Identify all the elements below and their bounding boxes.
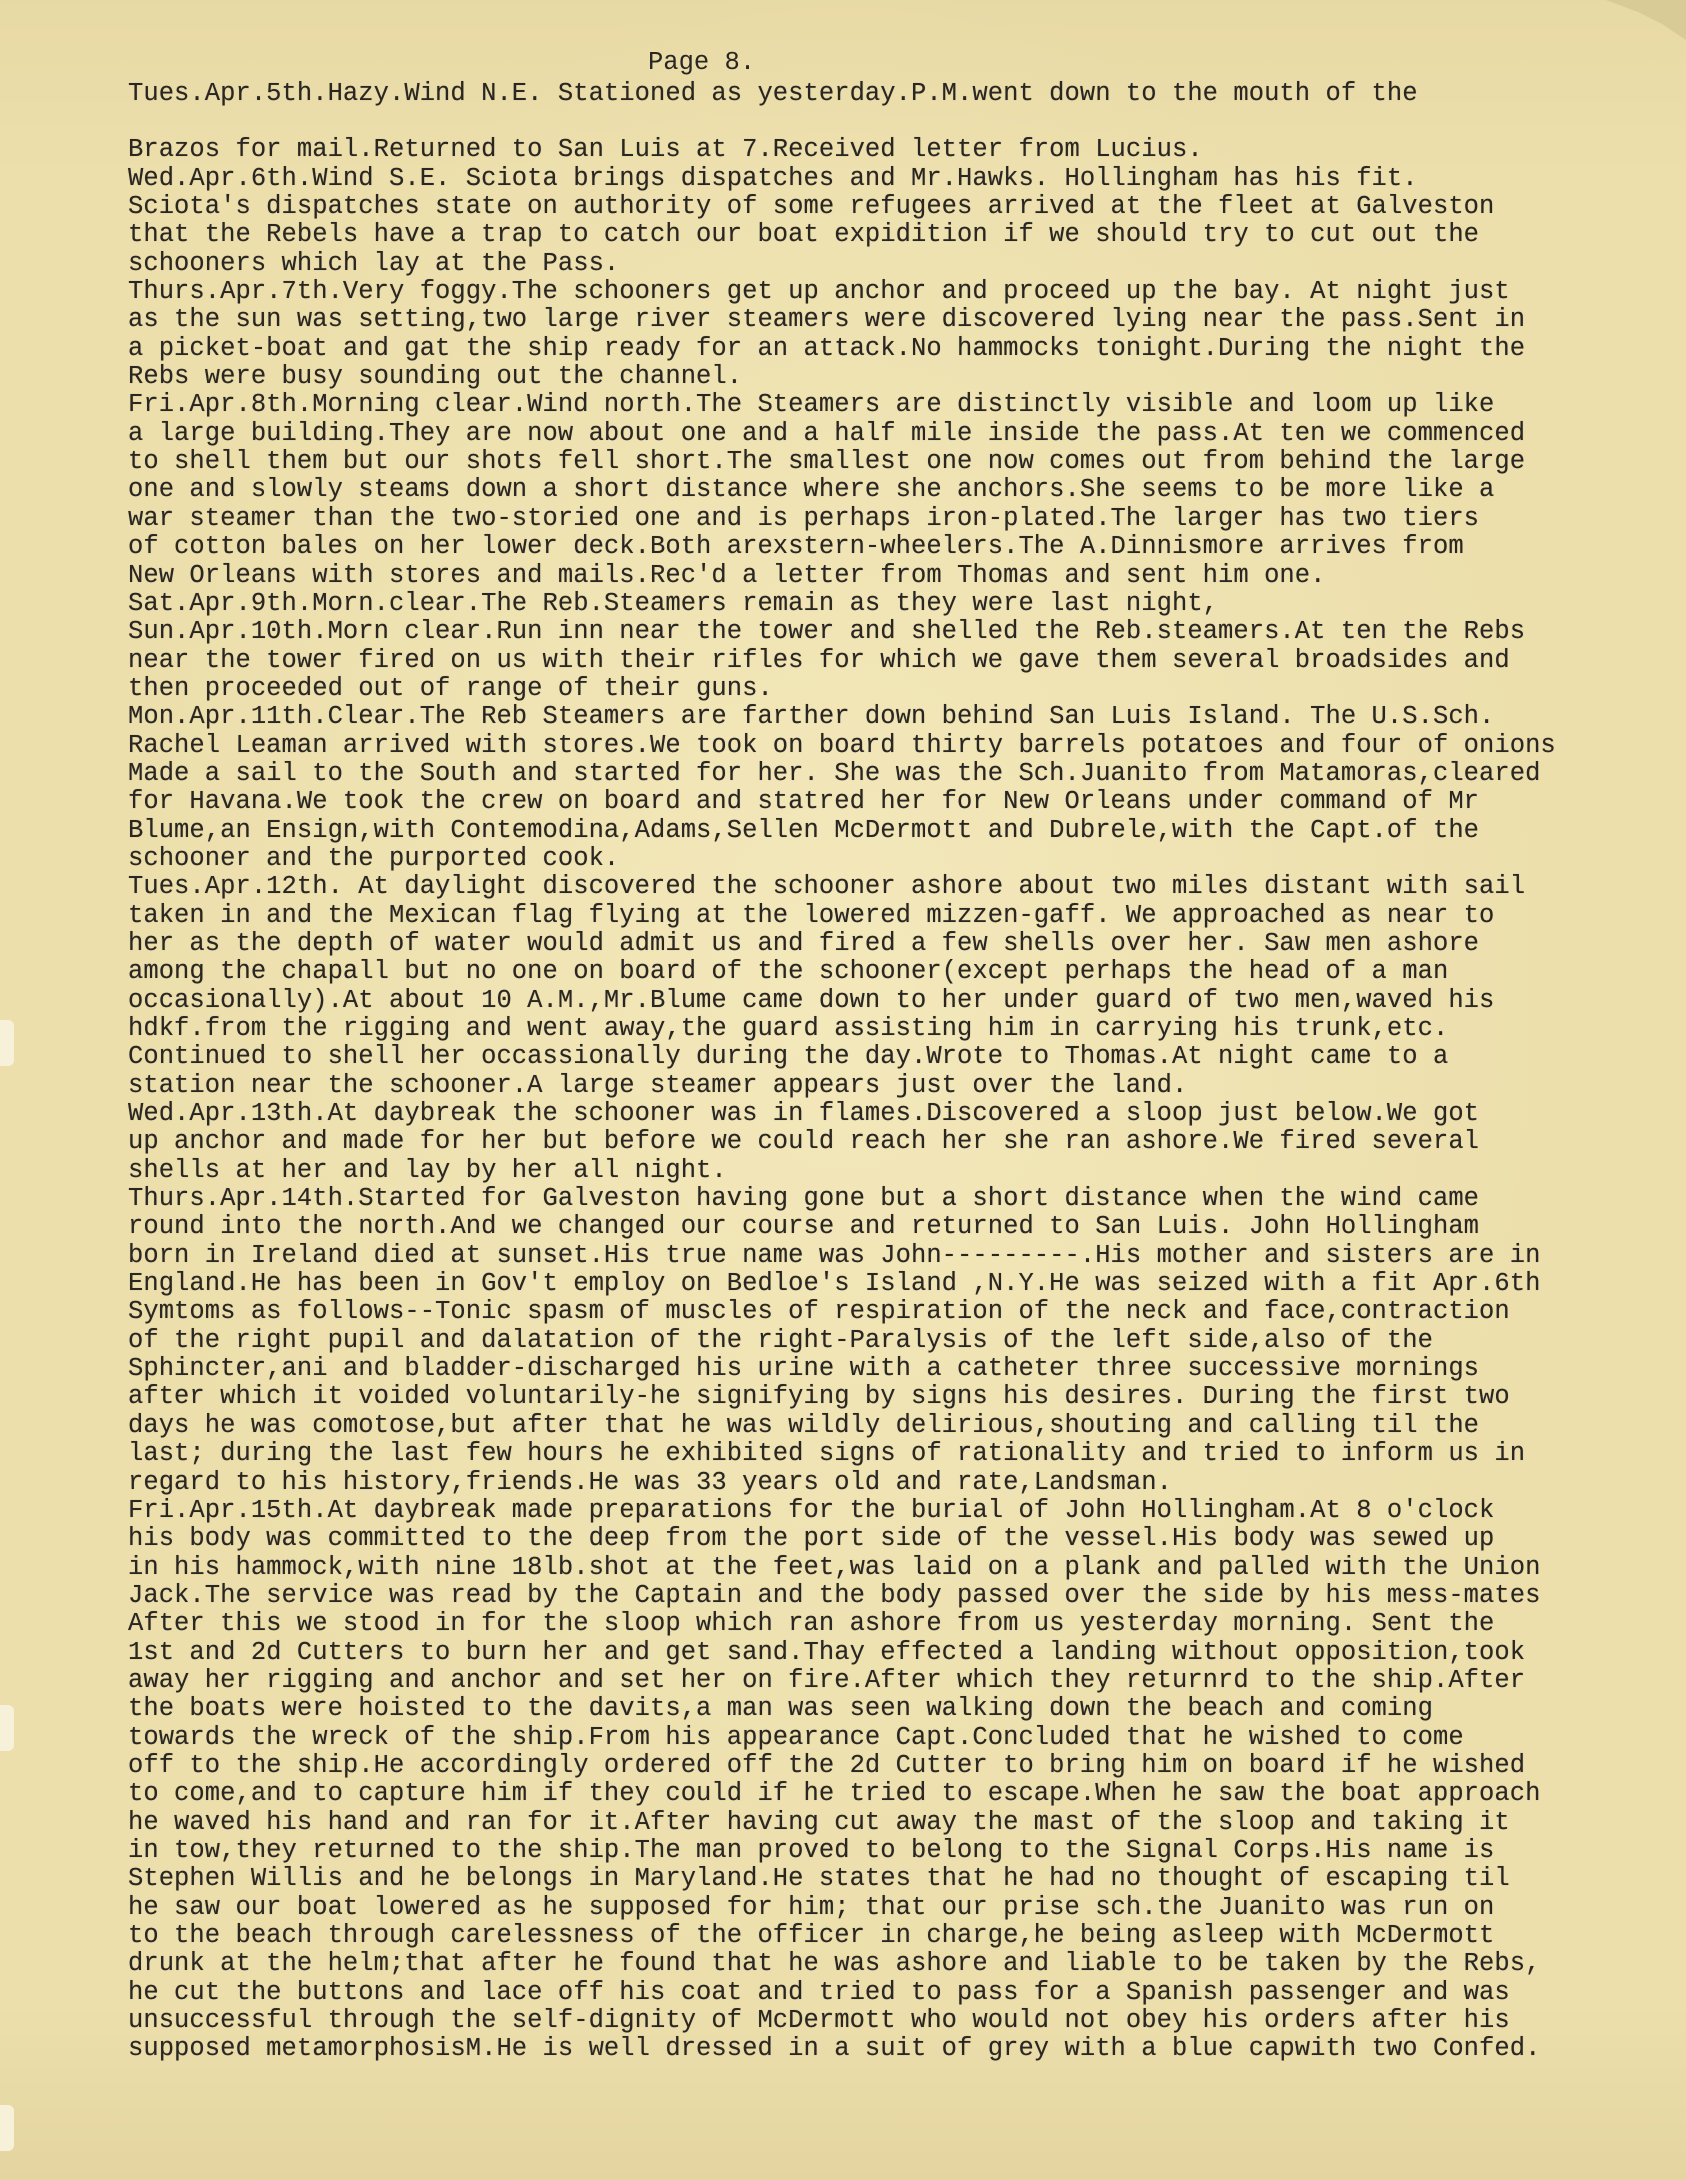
text-line: Sphincter,ani and bladder-discharged his urine with a catheter three successive mornings <box>128 1354 1480 1384</box>
torn-corner <box>1606 0 1686 40</box>
text-line: Mon.Apr.11th.Clear.The Reb Steamers are farther down behind San Luis Island. The U.S.Sch. <box>128 702 1495 732</box>
text-line: last; during the last few hours he exhibited signs of rationality and tried to inform us in <box>128 1439 1526 1469</box>
text-line: off to the ship.He accordingly ordered off the 2d Cutter to bring him on board if he wished <box>128 1750 1526 1780</box>
edge-tear <box>0 1705 14 1751</box>
text-line: then proceeded out of range of their guns. <box>128 673 773 703</box>
text-line: Wed.Apr.13th.At daybreak the schooner was in flames.Discovered a sloop just below.We got <box>128 1099 1480 1129</box>
text-line: England.He has been in Gov't employ on Bedloe's Island ,N.Y.He was seized with a fit Apr.6th <box>128 1269 1541 1299</box>
text-line: Blume,an Ensign,with Contemodina,Adams,Sellen McDermott and Dubrele,with the Capt.of the <box>128 815 1480 845</box>
text-line: a picket-boat and gat the ship ready for an attack.No hammocks tonight.During the night the <box>128 333 1526 363</box>
text-line: Fri.Apr.8th.Morning clear.Wind north.The Steamers are distinctly visible and loom up like <box>128 390 1495 420</box>
text-line: to the beach through carelessness of the officer in charge,he being asleep with McDermott <box>128 1921 1495 1950</box>
text-line: towards the wreck of the ship.From his appearance Capt.Concluded that he wished to come <box>128 1722 1464 1752</box>
text-line: hdkf.from the rigging and went away,the guard assisting him in carrying his trunk,etc. <box>128 1014 1449 1043</box>
text-line: Sciota's dispatches state on authority of some refugees arrived at the fleet at Galveston <box>128 192 1495 222</box>
text-line: shells at her and lay by her all night. <box>128 1155 727 1185</box>
text-line: for Havana.We took the crew on board and statred her for New Orleans under command of Mr <box>128 787 1480 817</box>
edge-tear <box>0 2105 14 2151</box>
text-line: Thurs.Apr.7th.Very foggy.The schooners get up anchor and proceed up the bay. At night just <box>128 277 1510 307</box>
text-line: of the right pupil and dalatation of the right-Paralysis of the left side,also of the <box>128 1325 1433 1355</box>
text-line: that the Rebels have a trap to catch our boat expidition if we should try to cut out the <box>128 220 1480 250</box>
text-line: Sat.Apr.9th.Morn.clear.The Reb.Steamers remain as they were last night, <box>128 588 1219 618</box>
text-line: Tues.Apr.5th.Hazy.Wind N.E. Stationed as yesterday.P.M.went down to the mouth of the <box>128 79 1418 108</box>
text-line: as the sun was setting,two large river steamers were discovered lying near the pass.Sent in <box>128 305 1526 335</box>
page-number: Page 8. <box>648 48 756 77</box>
text-line: schooner and the purported cook. <box>128 843 620 873</box>
text-line: the boats were hoisted to the davits,a man was seen walking down the beach and coming <box>128 1694 1433 1724</box>
text-line: Jack.The service was read by the Captain and the body passed over the side by his mess-mates <box>128 1580 1541 1610</box>
text-line: up anchor and made for her but before we could reach her she ran ashore.We fired several <box>128 1127 1480 1157</box>
text-line: Wed.Apr.6th.Wind S.E. Sciota brings dispatches and Mr.Hawks. Hollingham has his fit. <box>128 163 1418 193</box>
text-line: a large building.They are now about one and a half mile inside the pass.At ten we commenced <box>128 418 1526 448</box>
text-line: away her rigging and anchor and set her on fire.After which they returnrd to the ship.After <box>128 1665 1526 1695</box>
text-line: one and slowly steams down a short distance where she anchors.She seems to be more like a <box>128 475 1495 505</box>
text-line: taken in and the Mexican flag flying at the lowered mizzen-gaff. We approached as near to <box>128 900 1495 930</box>
edge-tear <box>0 1020 14 1066</box>
text-line: Symtoms as follows--Tonic spasm of muscles of respiration of the neck and face,contraction <box>128 1297 1510 1327</box>
text-line: occasionally).At about 10 A.M.,Mr.Blume came down to her under guard of two men,waved his <box>128 985 1495 1015</box>
text-line: Rachel Leaman arrived with stores.We took on board thirty barrels potatoes and four of onions <box>128 730 1556 760</box>
text-line: in his hammock,with nine 18lb.shot at the feet,was laid on a plank and palled with the Union <box>128 1552 1541 1582</box>
text-line: war steamer than the two-storied one and is perhaps iron-plated.The larger has two tiers <box>128 503 1480 533</box>
text-line: unsuccessful through the self-dignity of McDermott who would not obey his orders after his <box>128 2006 1510 2036</box>
text-line: to shell them but our shots fell short.The smallest one now comes out from behind the large <box>128 447 1526 477</box>
text-line: Sun.Apr.10th.Morn clear.Run inn near the tower and shelled the Reb.steamers.At ten the Rebs <box>128 617 1526 647</box>
text-line: Fri.Apr.15th.At daybreak made preparations for the burial of John Hollingham.At 8 o'clock <box>128 1495 1495 1525</box>
text-line: among the chapall but no one on board of the schooner(except perhaps the head of a man <box>128 957 1449 987</box>
text-line: Stephen Willis and he belongs in Maryland.He states that he had no thought of escaping til <box>128 1864 1510 1894</box>
text-line: supposed metamorphosisM.He is well dressed in a suit of grey with a blue capwith two Confed. <box>128 2034 1541 2064</box>
text-line: days he was comotose,but after that he was wildly delirious,shouting and calling til the <box>128 1410 1480 1440</box>
text-line: Continued to shell her occassionally during the day.Wrote to Thomas.At night came to a <box>128 1042 1449 1072</box>
text-line: After this we stood in for the sloop which ran ashore from us yesterday morning. Sent the <box>128 1609 1495 1639</box>
text-line: of cotton bales on her lower deck.Both arexstern-wheelers.The A.Dinnismore arrives from <box>128 532 1464 562</box>
text-line: near the tower fired on us with their rifles for which we gave them several broadsides and <box>128 645 1510 675</box>
text-line: born in Ireland died at sunset.His true name was John---------.His mother and sisters are in <box>128 1240 1541 1270</box>
text-line: 1st and 2d Cutters to burn her and get sand.Thay effected a landing without opposition,took <box>128 1637 1526 1667</box>
text-line: he cut the buttons and lace off his coat and tried to pass for a Spanish passenger and was <box>128 1977 1510 2007</box>
text-line: Tues.Apr.12th. At daylight discovered the schooner ashore about two miles distant with sail <box>128 872 1526 902</box>
text-line: after which it voided voluntarily-he signifying by signs his desires. During the first two <box>128 1382 1510 1412</box>
text-line: New Orleans with stores and mails.Rec'd a letter from Thomas and sent him one. <box>128 560 1326 590</box>
text-line: regard to his history,friends.He was 33 years old and rate,Landsman. <box>128 1467 1172 1497</box>
text-line: her as the depth of water would admit us and fired a few shells over her. Saw men ashore <box>128 928 1480 958</box>
text-line: to come,and to capture him if they could if he tried to escape.When he saw the boat approach <box>128 1779 1541 1809</box>
text-line: schooners which lay at the Pass. <box>128 248 620 278</box>
text-line: Brazos for mail.Returned to San Luis at 7.Received letter from Lucius. <box>128 135 1203 165</box>
text-line: Thurs.Apr.14th.Started for Galveston having gone but a short distance when the wind came <box>128 1184 1480 1214</box>
diary-text <box>128 80 1668 2064</box>
text-line: in tow,they returned to the ship.The man proved to belong to the Signal Corps.His name is <box>128 1835 1495 1865</box>
text-line: his body was committed to the deep from the port side of the vessel.His body was sewed up <box>128 1524 1495 1554</box>
text-line: Rebs were busy sounding out the channel. <box>128 362 743 392</box>
text-line: he waved his hand and ran for it.After having cut away the mast of the sloop and taking it <box>128 1807 1510 1837</box>
text-line: he saw our boat lowered as he supposed for him; that our prise sch.the Juanito was run on <box>128 1892 1495 1922</box>
text-line: station near the schooner.A large steamer appears just over the land. <box>128 1070 1188 1100</box>
text-line: round into the north.And we changed our course and returned to San Luis. John Hollingham <box>128 1212 1480 1242</box>
text-line: Made a sail to the South and started for her. She was the Sch.Juanito from Matamoras,cleared <box>128 758 1541 788</box>
text-line: drunk at the helm;that after he found that he was ashore and liable to be taken by the Rebs, <box>128 1949 1541 1979</box>
